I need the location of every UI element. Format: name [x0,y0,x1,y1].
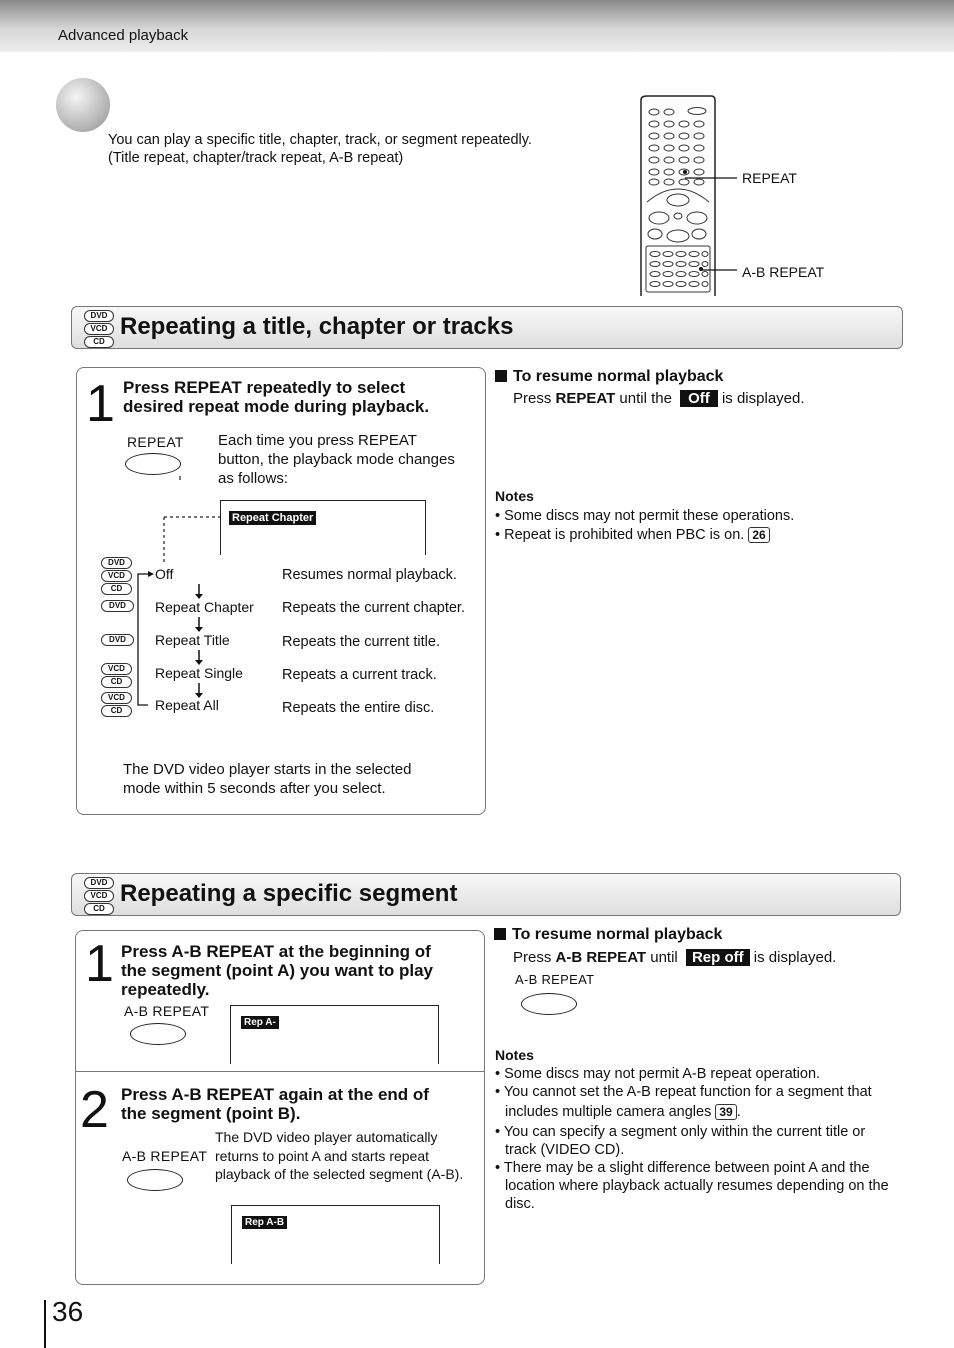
repeat-button-icon [125,453,181,475]
cd-icon: CD [101,705,132,717]
display-tag: Rep A- [241,1016,279,1029]
mode-repeat-single-desc: Repeats a current track. [282,667,437,683]
note-item: • Repeat is prohibited when PBC is on. 26 [495,526,770,544]
page-reference[interactable]: 26 [748,527,769,543]
mode-repeat-chapter: Repeat Chapter [155,599,254,615]
section1-title: Repeating a title, chapter or tracks [120,313,514,340]
intro-text: You can play a specific title, chapter, track, or segment repeatedly. (Title repeat, chapter/track repeat, A-B repeat) [108,132,532,166]
mode-repeat-chapter-desc: Repeats the current chapter. [282,600,465,616]
note-item: • Some discs may not permit A-B repeat operation. [495,1066,821,1082]
step-footer: The DVD video player starts in the selected mode within 5 seconds after you select. [123,761,412,797]
note-item: • Some discs may not permit these operations. [495,508,795,524]
ab-repeat-button-label: A-B REPEAT [124,1003,210,1019]
ab-repeat-button-icon [130,1023,186,1045]
section-label: Advanced playback [58,27,189,44]
notes-heading: Notes [495,488,534,504]
dvd-icon: DVD [101,557,132,569]
cd-icon: CD [101,676,132,688]
section1-header [71,306,903,349]
resume-instruction: Press REPEAT until the Off is displayed. [513,390,805,407]
cd-icon: CD [84,336,114,348]
square-bullet-icon [494,928,506,940]
vcd-icon: VCD [101,570,132,582]
note-item: • You cannot set the A-B repeat function for a segment that [495,1084,872,1100]
off-indicator: Off [680,390,718,407]
page-reference[interactable]: 39 [715,1104,736,1120]
page-number: 36 [52,1296,84,1327]
display-tag: Rep A-B [242,1216,287,1229]
step-description: The DVD video player automatically returns to point A and starts repeat playback of the selected segment (A-B). [215,1129,464,1182]
onscreen-display [230,1005,439,1064]
cd-icon: CD [101,583,132,595]
onscreen-display [220,500,426,555]
step-title: Press A-B REPEAT again at the end of the segment (point B). [121,1085,429,1123]
mode-repeat-all: Repeat All [155,697,219,713]
notes-heading: Notes [495,1047,534,1063]
step-divider [75,1071,485,1072]
section2-header [71,873,901,916]
step-number: 1 [85,935,114,993]
vcd-icon: VCD [84,890,114,902]
onscreen-display [231,1205,440,1264]
resume-heading: To resume normal playback [494,926,722,944]
resume-heading: To resume normal playback [495,368,723,386]
mode-disc-icons [101,692,132,718]
step-title: Press A-B REPEAT at the beginning of the segment (point A) you want to play repeatedly. [121,942,433,999]
decorative-circle [56,78,110,132]
step-description: Each time you press REPEAT button, the playback mode changes as follows: [218,432,455,487]
disc-type-icons [84,310,114,349]
callout-lines [685,170,741,280]
display-tag: Repeat Chapter [229,511,316,525]
dvd-icon: DVD [101,600,134,612]
mode-disc-icons [101,557,132,596]
mode-repeat-title-desc: Repeats the current title. [282,634,440,650]
mode-off-desc: Resumes normal playback. [282,567,457,583]
ab-repeat-button-label: A-B REPEAT [515,972,595,987]
step-title: Press REPEAT repeatedly to select desired repeat mode during playback. [123,378,430,416]
mode-repeat-title: Repeat Title [155,632,230,648]
mode-repeat-all-desc: Repeats the entire disc. [282,700,435,716]
rep-off-indicator: Rep off [686,949,750,966]
dvd-icon: DVD [84,310,114,322]
mode-off: Off [155,566,174,582]
resume-instruction: Press A-B REPEAT until Rep off is displayed. [513,949,837,966]
header-bar [0,0,954,52]
repeat-callout-label: REPEAT [742,170,797,186]
ab-repeat-callout-label: A-B REPEAT [742,264,825,280]
vcd-icon: VCD [84,323,114,335]
section2-title: Repeating a specific segment [120,880,458,907]
step-number: 1 [86,375,115,433]
ab-repeat-button-label: A-B REPEAT [122,1148,208,1164]
dvd-icon: DVD [84,877,114,889]
dashed-connector [150,476,230,566]
disc-type-icons [84,877,114,916]
notes-list: • Some discs may not permit A-B repeat operation. • You cannot set the A-B repeat function for a segment that includes multiple camera angles 39 . • You can specify a segment only within the current title or track (VIDEO CD). • There may be a slight difference between point A and the location where playback actually resumes depending on the disc. [495,1065,905,1213]
note-item: • You can specify a segment only within the current title or [495,1124,866,1140]
vcd-icon: VCD [101,692,132,704]
dvd-icon: DVD [101,634,134,646]
cd-icon: CD [84,903,114,915]
mode-disc-icons [101,663,132,689]
repeat-button-label: REPEAT [127,434,184,450]
mode-repeat-single: Repeat Single [155,665,243,681]
ab-repeat-button-icon [127,1169,183,1191]
step-number: 2 [80,1081,109,1139]
square-bullet-icon [495,370,507,382]
page-number-bar [44,1300,46,1348]
ab-repeat-button-icon [521,993,577,1015]
vcd-icon: VCD [101,663,132,675]
note-item: • There may be a slight difference between point A and the [495,1160,870,1176]
